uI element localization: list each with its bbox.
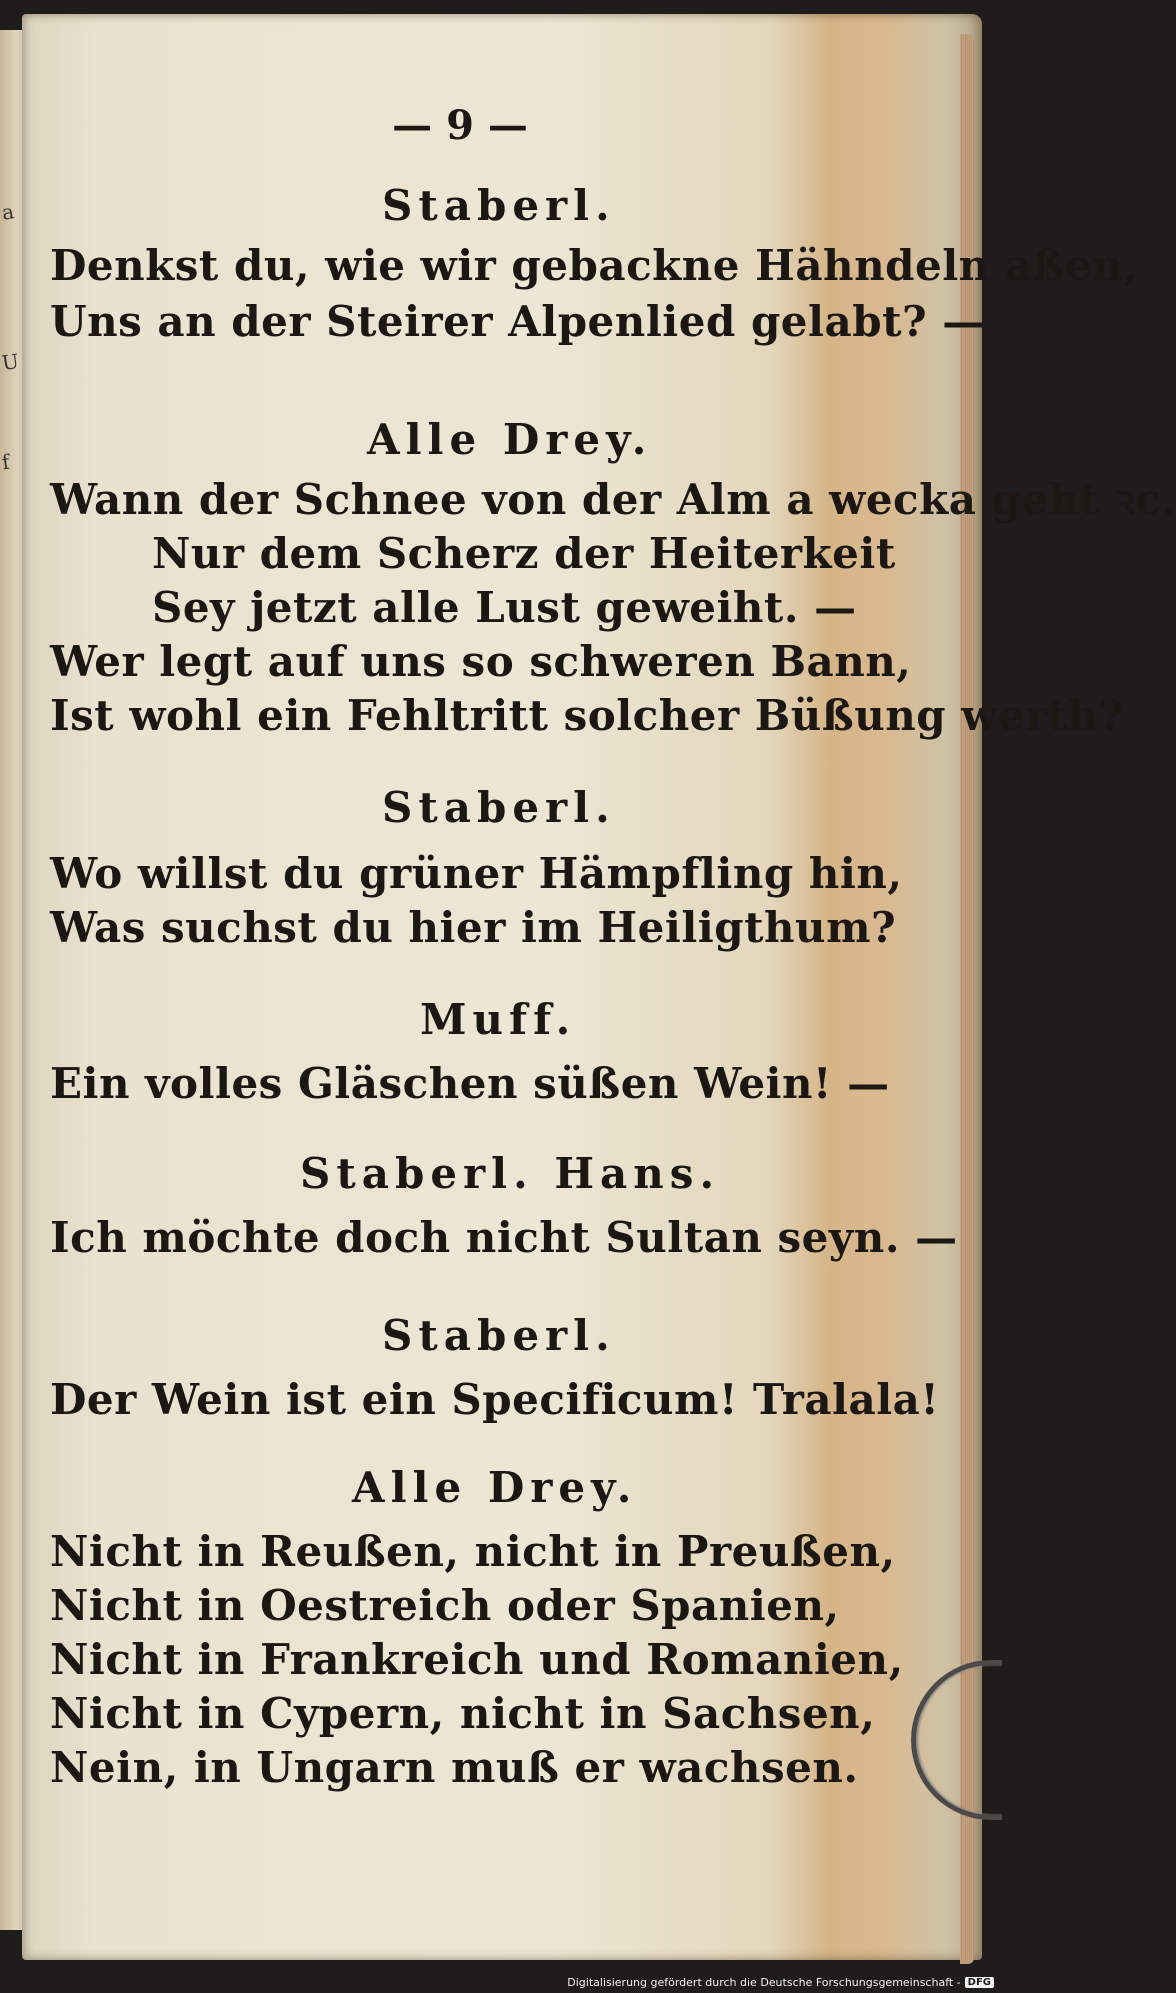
verse-line: Nicht in Cypern, nicht in Sachsen, xyxy=(50,1689,876,1738)
verse-line: Nicht in Reußen, nicht in Preußen, xyxy=(50,1527,896,1576)
verse-line: Nein, in Ungarn muß er wachsen. xyxy=(50,1743,859,1792)
adjacent-page-fragment: U xyxy=(0,348,21,376)
speaker-heading: Muff. xyxy=(420,995,577,1044)
page-number: — 9 — xyxy=(392,102,528,149)
speaker-heading: Staberl. xyxy=(382,1311,616,1360)
verse-line: Ist wohl ein Fehltritt solcher Büßung werth? xyxy=(50,691,1124,740)
adjacent-page-fragment: a xyxy=(0,199,16,225)
verse-line: Denkst du, wie wir gebackne Hähndeln aßen, xyxy=(50,241,1139,290)
dfg-logo-icon: DFG xyxy=(965,1977,994,1988)
adjacent-page-fragment: f xyxy=(0,449,12,475)
verse-line: Nur dem Scherz der Heiterkeit xyxy=(152,529,896,578)
verse-line: Uns an der Steirer Alpenlied gelabt? — xyxy=(50,297,985,346)
verse-line: Ich möchte doch nicht Sultan seyn. — xyxy=(50,1213,958,1262)
speaker-heading: Staberl. xyxy=(382,181,616,230)
verse-line: Nicht in Frankreich und Romanien, xyxy=(50,1635,904,1684)
verse-line: Wer legt auf uns so schweren Bann, xyxy=(50,637,912,686)
verse-line: Ein volles Gläschen süßen Wein! — xyxy=(50,1059,890,1108)
speaker-heading: Staberl. xyxy=(382,783,616,832)
verse-line: Sey jetzt alle Lust geweiht. — xyxy=(152,583,857,632)
verse-line: Was suchst du hier im Heiligthum? xyxy=(50,903,897,952)
verse-line: Nicht in Oestreich oder Spanien, xyxy=(50,1581,840,1630)
book-page xyxy=(22,14,1176,1960)
credit-text: Digitalisierung gefördert durch die Deutsche Forschungsgemeinschaft - xyxy=(567,1976,961,1989)
digitization-credit xyxy=(567,1976,994,1989)
verse-line: Wann der Schnee von der Alm a wecka geht ꝛc. xyxy=(50,475,1176,524)
speaker-heading: Alle Drey. xyxy=(352,1463,638,1512)
verse-line: Wo willst du grüner Hämpfling hin, xyxy=(50,849,903,898)
speaker-heading: Staberl. Hans. xyxy=(300,1149,721,1198)
speaker-heading: Alle Drey. xyxy=(367,415,653,464)
verse-line: Der Wein ist ein Specificum! Tralala! xyxy=(50,1375,940,1424)
